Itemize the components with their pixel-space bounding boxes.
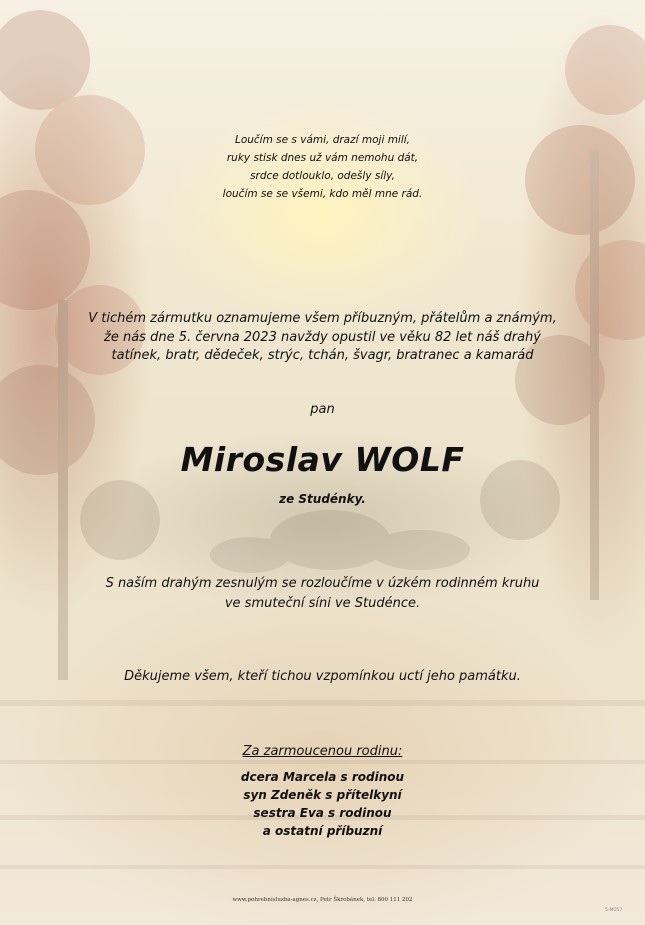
poem-line: ruky stisk dnes už vám nemohu dát, xyxy=(226,152,419,164)
farewell-notice xyxy=(0,574,645,614)
announcement-line: V tichém zármutku oznamujeme všem příbuzným, přátelům a známým, xyxy=(88,311,557,326)
family-member: dcera Marcela s rodinou xyxy=(240,770,405,784)
poem-line: loučím se se všemi, kdo měl mne rád. xyxy=(222,188,423,200)
death-announcement xyxy=(0,310,645,366)
family-heading: Za zarmoucenou rodinu: xyxy=(242,744,403,759)
horizon-trees xyxy=(210,510,470,573)
poem-line: srdce dotlouklo, odešly síly, xyxy=(250,170,395,182)
honorific: pan xyxy=(310,402,335,417)
deceased-name: Miroslav WOLF xyxy=(180,440,465,479)
poem-line: Loučím se s vámi, drazí moji milí, xyxy=(234,134,411,146)
farewell-line: ve smuteční síni ve Studénce. xyxy=(224,596,421,611)
farewell-line: S naším drahým zesnulým se rozloučíme v úzkém rodinném kruhu xyxy=(105,576,540,591)
thanks-message: Děkujeme všem, kteří tichou vzpomínkou uctí jeho památku. xyxy=(124,669,521,684)
family-member: a ostatní příbuzní xyxy=(262,824,383,838)
corner-code: 5-MÜ57 xyxy=(605,908,623,913)
family-member: syn Zdeněk s přítelkyní xyxy=(243,788,402,802)
memorial-poem xyxy=(0,131,645,203)
family-members xyxy=(0,768,645,840)
announcement-line: tatínek, bratr, dědeček, strýc, tchán, švagr, bratranec a kamarád xyxy=(111,348,534,363)
family-member: sestra Eva s rodinou xyxy=(253,806,392,820)
funeral-service-footer: www.pohrebnisluzba-agnes.cz, Petr Škrobánek, tel. 800 111 202 xyxy=(232,897,413,903)
deceased-origin: ze Studénky. xyxy=(279,492,366,506)
announcement-line: že nás dne 5. června 2023 navždy opustil ve věku 82 let náš drahý xyxy=(104,329,541,345)
